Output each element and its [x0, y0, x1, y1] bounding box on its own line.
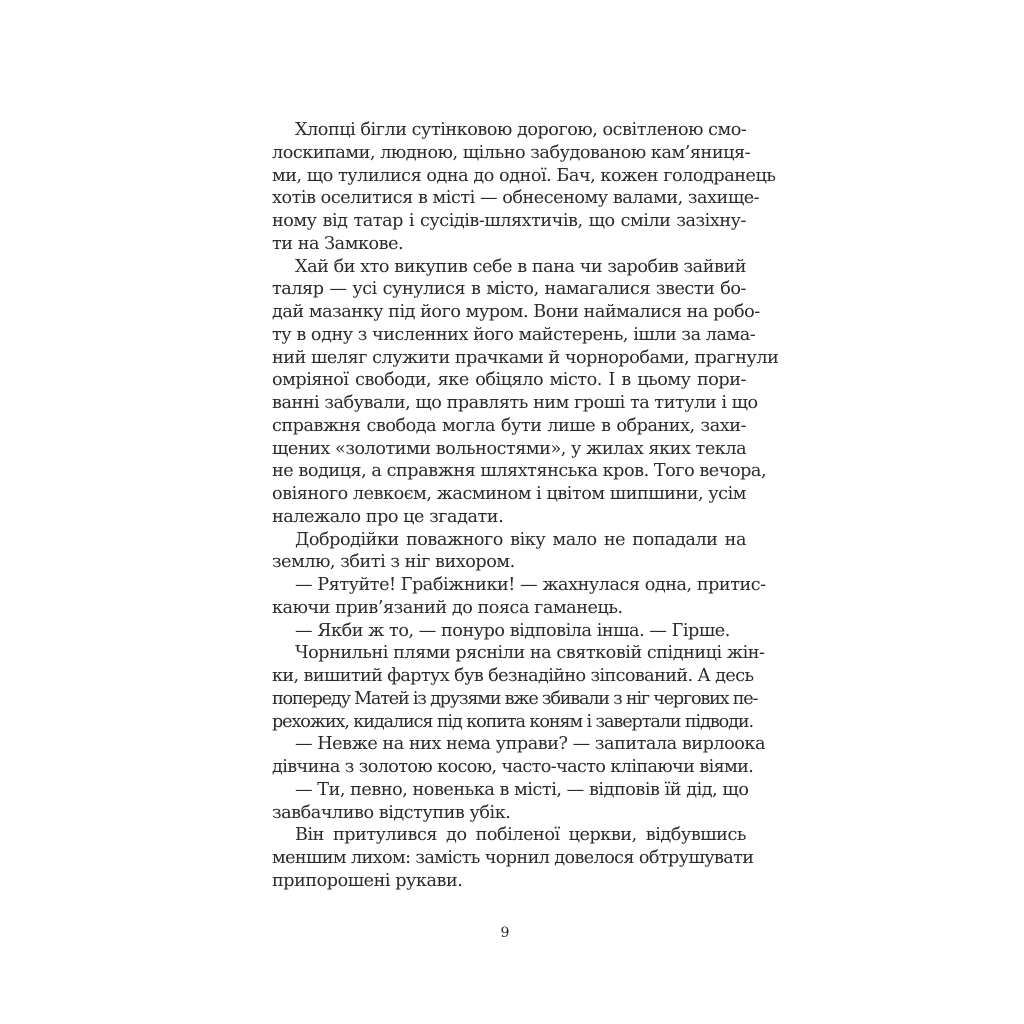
text-line: меншим лихом: замість чорнил довелося обтрушувати — [272, 848, 754, 868]
text-line: землю, збиті з ніг вихором. — [272, 552, 515, 573]
text-line: щених «золотими вольностями», у жилах яких текла — [272, 438, 747, 459]
dialogue-line: — Якби ж то, — понуро відповіла інша. — Гірше. — [295, 620, 730, 641]
text-line: Він притулився до побіленої церкви, відбувшись — [295, 825, 746, 846]
text-line: попереду Матей із друзями вже збивали з ніг чергових пе- — [272, 688, 758, 709]
text-line: ному від татар і сусідів-шляхтичів, що сміли зазіхну- — [272, 211, 746, 231]
text-line: справжня свобода могла бути лише в обраних, захи- — [272, 415, 746, 436]
text-line: омріяної свободи, яке обіцяло місто. І в цьому пори- — [272, 370, 746, 391]
text-line: дай мазанку під його муром. Вони наймалися на робо- — [272, 302, 760, 322]
text-line: ти на Замкове. — [272, 233, 404, 254]
text-line: ний шеляг служити прачками й чорноробами, прагнули — [272, 347, 779, 368]
dialogue-line: — Невже на них нема управи? — запитала вирлоока — [295, 734, 765, 755]
text-line: Хлопці бігли сутінковою дорогою, освітленою смо- — [295, 120, 747, 140]
text-line: не водиця, а справжня шляхтянська кров. Того вечора, — [272, 461, 767, 482]
text-line: рехожих, кидалися під копита коням і завертали підводи. — [272, 711, 753, 732]
text-line: лоскипами, людною, щільно забудованою кам’яниця- — [272, 142, 751, 163]
text-line: припорошені рукави. — [272, 870, 463, 891]
dialogue-line: завбачливо відступив убік. — [272, 802, 511, 823]
text-line: овіяного левкоєм, жасмином і цвітом шипшини, усім — [272, 484, 746, 504]
dialogue-line: каючи прив’язаний до пояса гаманець. — [272, 597, 623, 618]
text-line: Хай би хто викупив себе в пана чи заробив зайвий — [295, 256, 746, 277]
text-line: належало про це згадати. — [272, 506, 504, 527]
text-line: Добродійки поважного віку мало не попадали на — [295, 529, 746, 550]
text-line: ту в одну з численних його майстерень, ішли за лама- — [272, 324, 756, 345]
text-line: ванні забували, що правлять ним гроші та титули і що — [272, 393, 758, 413]
page-number: 9 — [500, 925, 510, 941]
text-line: таляр — усі сунулися в місто, намагалися звести бо- — [272, 279, 746, 300]
text-line: ки, вишитий фартух був безнадійно зіпсований. А десь — [272, 666, 754, 686]
text-line: Чорнильні плями рясніли на святковій спідниці жін- — [295, 643, 765, 664]
dialogue-line: дівчина з золотою косою, часто-часто кліпаючи віями. — [272, 757, 754, 777]
dialogue-line: — Ти, певно, новенька в місті, — відповів їй дід, що — [295, 779, 749, 800]
body-text — [272, 119, 779, 893]
text-line: ми, що тулилися одна до одної. Бач, кожен голодранець — [272, 165, 776, 186]
text-line: хотів оселитися в місті — обнесеному валами, захище- — [272, 188, 760, 209]
dialogue-line: — Рятуйте! Грабіжники! — жахнулася одна, притис- — [295, 575, 766, 595]
